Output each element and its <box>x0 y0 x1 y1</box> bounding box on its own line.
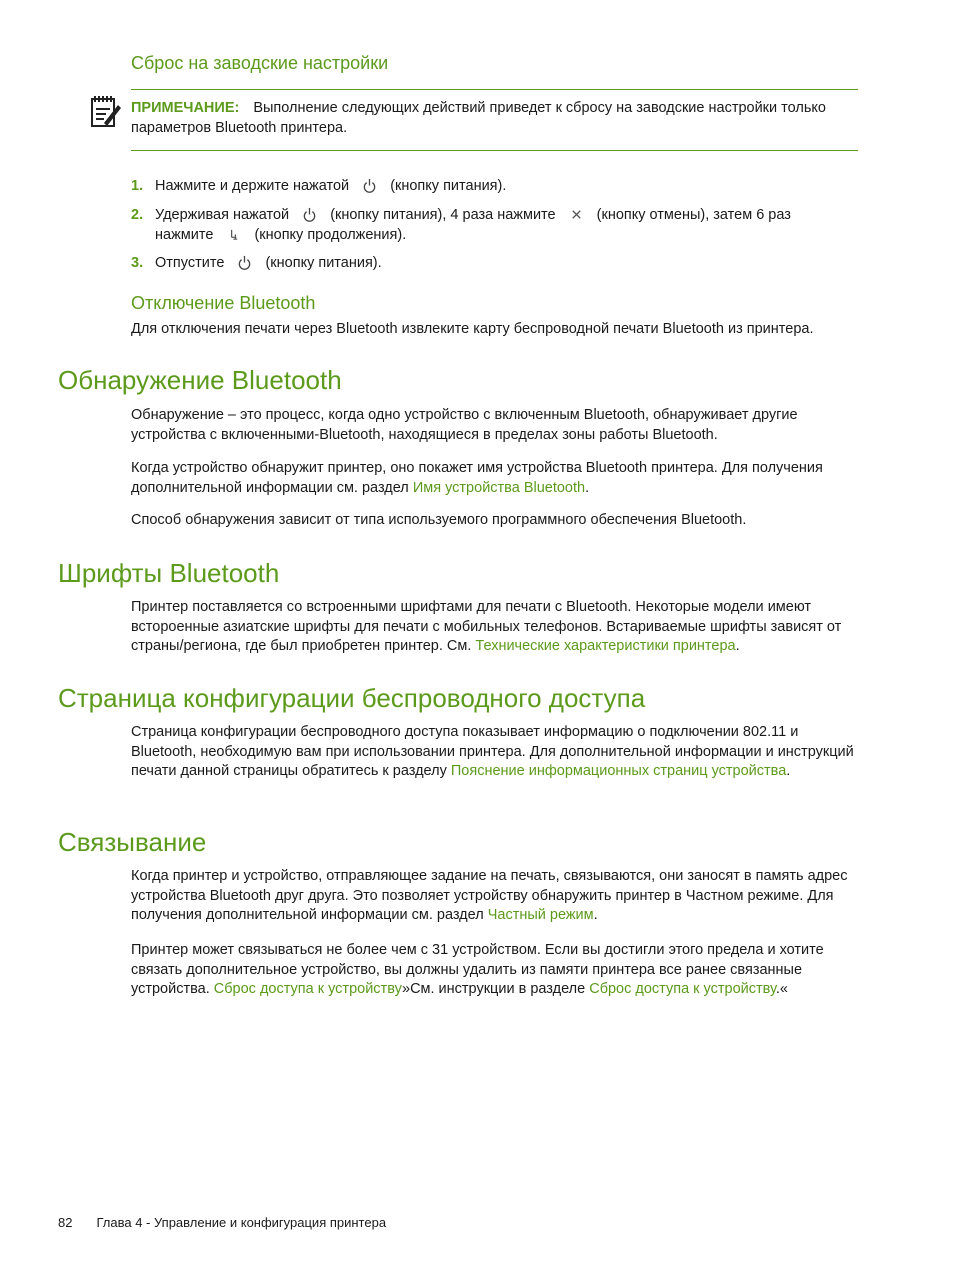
pairing-para-1-end: . <box>593 907 598 923</box>
discovery-para-2-end: . <box>585 479 590 496</box>
discovery-para-2-text: Когда устройство обнаружит принтер, оно покажет имя устройства Bluetooth принтера. Для получения дополнительной информации см. раздел <box>131 460 823 496</box>
discovery-para-1: Обнаружение – это процесс, когда одно устройство с включенным Bluetooth, обнаруживает другие устройства с включенными-Bluetooth, находящиеся в пределах зоны работы Bluetooth. <box>131 407 798 443</box>
step-text: Удерживая нажатой <box>155 207 290 223</box>
note-label: ПРИМЕЧАНИЕ: <box>131 100 240 116</box>
reset-heading: Сброс на заводские настройки <box>131 53 389 73</box>
power-button-icon <box>302 207 317 222</box>
pairing-heading: Связывание <box>58 827 207 857</box>
disable-heading: Отключение Bluetooth <box>131 293 316 313</box>
private-mode-link[interactable]: Частный режим <box>487 907 594 923</box>
config-para-text: Страница конфигурации беспроводного доступа показывает информацию о подключении 802.11 и Bluetooth, необходимую вам при использовании принтера. Для дополнительной информации и инструкций печати данной страницы обратитесь к разделу <box>131 724 854 779</box>
note-text <box>131 99 858 138</box>
chapter-title: Глава 4 - Управление и конфигурация принтера <box>96 1215 387 1230</box>
pairing-para-2-text: Принтер может связываться не более чем с 31 устройством. Если вы достигли этого предела и хотите связать дополнительное устройство, вы должны удалить из памяти принтера все ранее связанные устройства. <box>131 942 824 997</box>
note-box <box>90 89 858 151</box>
step-text: (кнопку питания). <box>265 255 382 271</box>
config-heading: Страница конфигурации беспроводного доступа <box>58 683 646 713</box>
step-number: 2. <box>131 207 144 223</box>
note-bottom-rule <box>131 150 858 151</box>
power-button-icon <box>362 178 377 193</box>
fonts-heading: Шрифты Bluetooth <box>58 558 280 588</box>
step-text: Отпустите <box>155 255 225 271</box>
reset-access-link-1[interactable]: Сброс доступа к устройству <box>213 981 402 997</box>
pairing-para-1 <box>131 867 859 926</box>
pairing-para-2-mid: »См. инструкции в разделе <box>402 981 586 997</box>
fonts-para-text: Принтер поставляется со встроенными шрифтами для печати с Bluetooth. Некоторые модели имеют всторoенные азиатские шрифты для печати с мобильных телефонов. Встариваемые шрифты зависят от страны/региона, где был приобретен принтер. См. <box>131 599 842 654</box>
config-para <box>131 723 859 782</box>
note-body: Выполнение следующих действий приведет к сбросу на заводские настройки только параметров Bluetooth принтера. <box>131 100 826 136</box>
disable-text: Для отключения печати через Bluetooth извлеките карту беспроводной печати Bluetooth из принтера. <box>131 321 814 337</box>
discovery-para-2 <box>131 459 859 498</box>
step-text: Нажмите и держите нажатой <box>155 178 350 194</box>
config-para-end: . <box>786 763 791 779</box>
step-number: 3. <box>131 255 144 271</box>
step-text: (кнопку продолжения). <box>254 226 407 243</box>
note-top-rule <box>131 89 858 90</box>
step-text: (кнопку отмены), затем 6 раз нажмите <box>155 207 791 243</box>
discovery-heading: Обнаружение Bluetooth <box>58 365 342 395</box>
fonts-para <box>131 598 859 657</box>
page-footer <box>58 1215 386 1230</box>
fonts-para-end: . <box>735 638 740 654</box>
pairing-para-2 <box>131 941 859 1000</box>
discovery-para-3: Способ обнаружения зависит от типа используемого программного обеспечения Bluetooth. <box>131 512 747 528</box>
reset-access-link-2[interactable]: Сброс доступа к устройству <box>589 981 776 997</box>
step-number: 1. <box>131 178 144 194</box>
pairing-para-1-text: Когда принтер и устройство, отправляющее задание на печать, связываются, они заносят в память адрес устройства Bluetooth друг друга. Это позволяет устройству обнаружить принтер в Частном режиме. Для получения дополнительной информации см. раздел <box>131 868 848 923</box>
resume-button-icon <box>226 227 241 242</box>
step-text: (кнопку питания), 4 раза нажмите <box>330 207 556 223</box>
cancel-button-icon <box>569 207 584 222</box>
specs-link[interactable]: Технические характеристики принтера <box>475 638 736 654</box>
device-name-link[interactable]: Имя устройства Bluetooth <box>412 479 586 496</box>
step-text: (кнопку питания). <box>390 178 507 194</box>
page-number: 82 <box>58 1215 73 1230</box>
power-button-icon <box>237 255 252 270</box>
note-pad-icon <box>90 93 122 129</box>
pairing-para-2-end: .« <box>775 981 788 997</box>
info-pages-link[interactable]: Пояснение информационных страниц устройства <box>450 763 787 779</box>
